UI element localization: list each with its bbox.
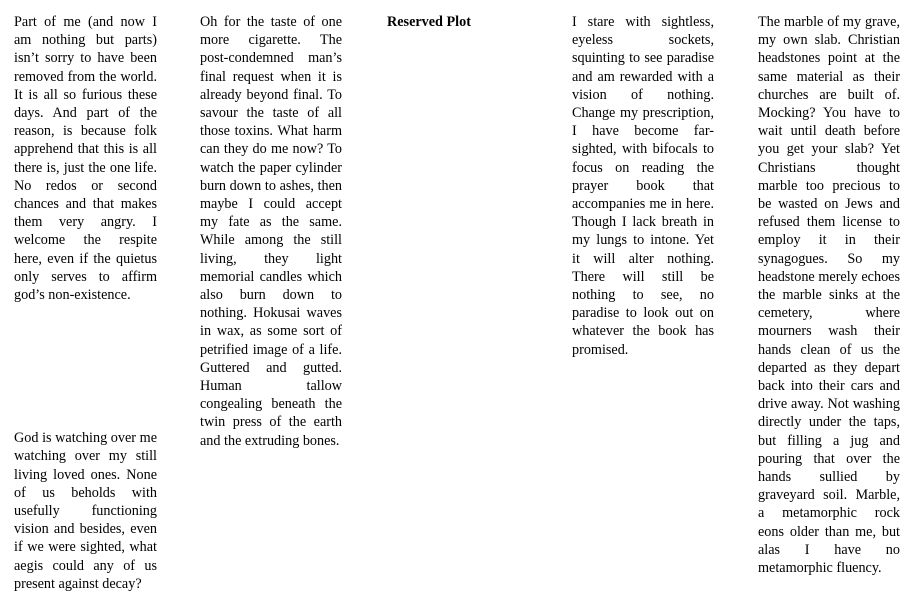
- paragraph-sightless: I stare with sightless, eyeless sockets, squinting to see paradise and am rewarded with a vision of nothing. Change my prescription, I have become far-sighted, with bifocals to focus on reading the prayer book that accompanies me in here. Though I lack breath in my lungs to intone. Yet it will alter nothing. There will still be nothing to see, no paradise to look out on whatever the book has promised.: [572, 14, 714, 358]
- column-2: [200, 13, 342, 450]
- paragraph-parts: Part of me (and now I am nothing but parts) isn’t sorry to have been removed from the world. It is all so furious these days. And part of the reason, is because folk apprehend that this is all there is, just the one life. No redos or second chances and that makes them very angry. I welcome the respite here, even if the quietus only serves to affirm god’s non-existence.: [14, 14, 157, 304]
- column-5: [758, 13, 900, 577]
- column-3: [387, 13, 537, 31]
- column-1-bottom: [14, 415, 157, 607]
- paragraph-marble: The marble of my grave, my own slab. Christian headstones point at the same material as their churches are built of. Mocking? You have to wait until death before you get your slab? Yet Christians thought marble too precious to be wasted on Jews and refused them license to employ it in their synagogues. So my headstone merely echoes the marble sinks at the cemetery, where mourners wash their hands clean of us the departed as they depart back into their cars and drive away. Not washing directly under the taps, but filling a jug and pouring that over the hands sullied by graveyard soil. Marble, a metamorphic rock eons older than me, but alas I have no metamorphic fluency.: [758, 14, 900, 577]
- paragraph-god-watching: God is watching over me watching over my still living loved ones. None of us beholds with usefully functioning vision and besides, even if we were sighted, what aegis could any of us present against decay?: [14, 430, 157, 592]
- poem-title: Reserved Plot: [387, 14, 471, 30]
- paragraph-cigarette: Oh for the taste of one more cigarette. The post-condemned man’s final request when it is already beyond final. To savour the taste of all those toxins. What harm can they do me now? To watch the paper cylinder burn down to ashes, then maybe I could accept my fate as the same. While among the still living, they light memorial candles which also burn down to nothing. Hokusai waves in wax, as some sort of petrified image of a life. Guttered and gutted. Human tallow congealing beneath the twin press of the earth and the extruding bones.: [200, 14, 342, 449]
- column-4: [572, 13, 714, 359]
- column-1-top: [14, 13, 157, 304]
